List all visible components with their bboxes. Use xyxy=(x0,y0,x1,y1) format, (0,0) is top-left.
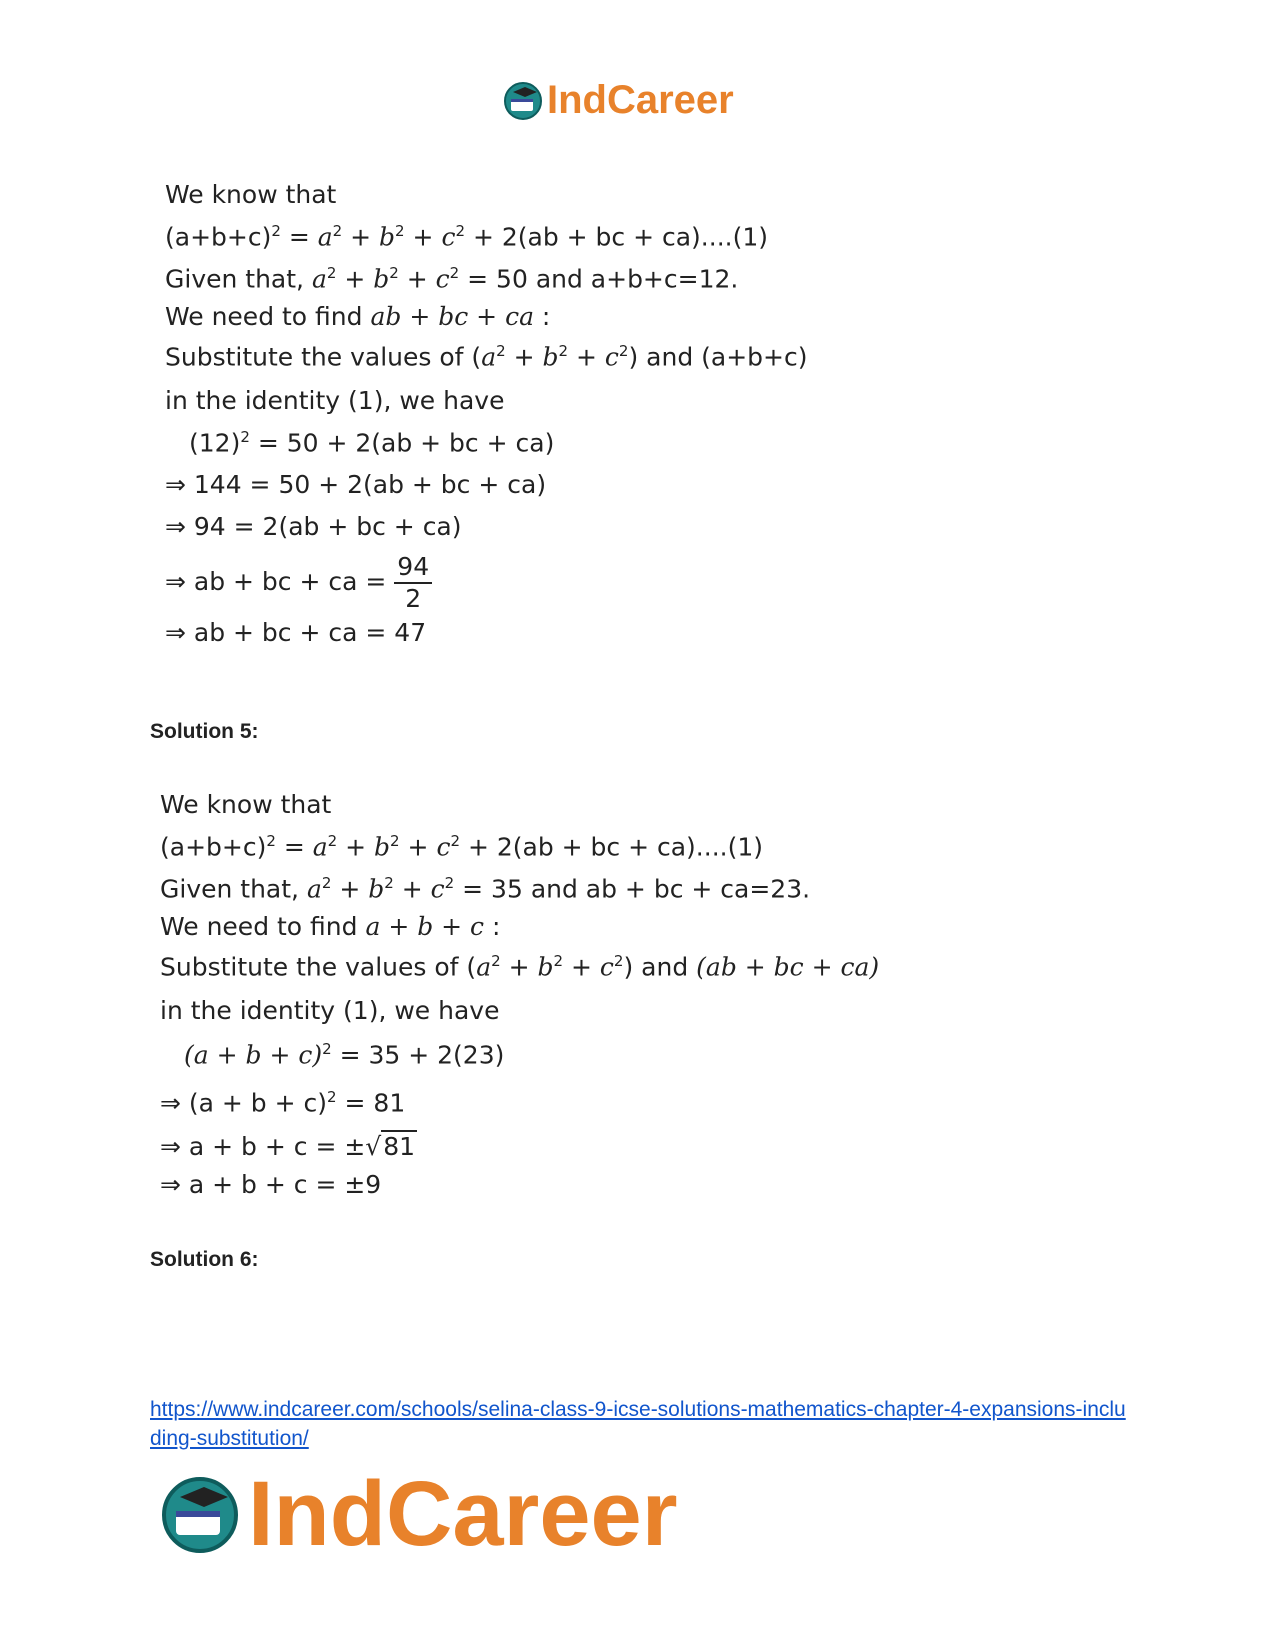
expr: ab + bc + ca xyxy=(370,302,534,331)
expr: = 81 xyxy=(336,1088,406,1118)
exponent: 2 xyxy=(271,222,281,240)
math-line: ⇒ a + b + c = ±9 xyxy=(160,1170,382,1199)
book-globe-icon xyxy=(160,1475,240,1555)
math-line xyxy=(160,1132,417,1161)
math-line: Substitute the values of $(a^2 + b^2 + c^2)$ and (ab + bc + ca) xyxy=(160,952,880,982)
solution-4-working xyxy=(165,180,1065,660)
text: = 50 and a+b+c=12. xyxy=(459,264,739,294)
solution-6-heading: Solution 6: xyxy=(150,1248,259,1271)
math-line xyxy=(160,912,500,941)
equals: = xyxy=(280,222,318,252)
text: Substitute the values of xyxy=(165,342,472,372)
math-line: in the identity (1), we have xyxy=(165,386,505,415)
radicand: 81 xyxy=(383,1132,416,1161)
math-line: ⇒ 94 = 2(ab + bc + ca) xyxy=(165,512,462,541)
math-line: Substitute the values of $(a^2 + b^2 + c^2)$ and (a+b+c) xyxy=(165,342,808,372)
text: Given that, xyxy=(160,874,307,904)
footer-logo xyxy=(160,1462,678,1567)
text: We need to find xyxy=(165,302,371,331)
expr: (12) xyxy=(189,428,241,458)
expr: (a+b+c) xyxy=(165,222,272,252)
math-line: in the identity (1), we have xyxy=(160,996,500,1025)
expr: (a + b + c) xyxy=(184,1040,323,1070)
expr: a + b + c xyxy=(365,912,485,941)
var-a: a xyxy=(317,222,333,252)
expr: (a+b+c) xyxy=(160,832,267,862)
expr: ⇒ (a + b + c) xyxy=(160,1088,328,1118)
text: and xyxy=(633,952,697,982)
var-b: b xyxy=(379,222,396,252)
expr-tail: + 2(ab + bc + ca)....(1) xyxy=(460,832,764,862)
expr: ⇒ ab + bc + ca = xyxy=(165,567,395,596)
solution-5-heading: Solution 5: xyxy=(150,720,259,743)
exponent: 2 xyxy=(322,1040,332,1058)
math-line: $(a+b+c)^2 = a^2 + b^2 + c^2 + 2(ab$ + bc + ca)....(1) xyxy=(160,832,764,862)
source-url-link[interactable]: https://www.indcareer.com/schools/selina-class-9-icse-solutions-mathematics-chapter-4-expansions-including-substitution/ xyxy=(150,1398,1126,1450)
expr: = 50 + 2(ab + bc + ca) xyxy=(249,428,555,458)
fraction xyxy=(394,552,432,614)
solution-5-working xyxy=(160,790,1060,1210)
math-line: Given that, $a^2 + b^2 + c^2 = 35$ and ab + bc + ca=23. xyxy=(160,874,811,904)
text: : xyxy=(533,302,551,331)
text: Given that, xyxy=(165,264,312,294)
text: We need to find xyxy=(160,912,366,941)
text: Substitute the values of xyxy=(160,952,467,982)
header-logo-text: IndCareer xyxy=(547,78,734,122)
denominator: 2 xyxy=(405,584,422,613)
math-line: We know that xyxy=(165,180,337,209)
math-line xyxy=(160,1088,405,1117)
math-line xyxy=(165,552,432,614)
math-line: ⇒ 144 = 50 + 2(ab + bc + ca) xyxy=(165,470,547,499)
exponent: 2 xyxy=(240,428,250,446)
math-line xyxy=(189,428,554,457)
math-line: ⇒ ab + bc + ca = 47 xyxy=(165,618,427,647)
math-line xyxy=(165,302,550,331)
numerator: 94 xyxy=(394,552,432,584)
header-logo xyxy=(503,78,734,123)
text: : xyxy=(484,912,501,941)
expr: ⇒ a + b + c = ±√ xyxy=(160,1132,382,1161)
footer-logo-text: IndCareer xyxy=(248,1463,678,1565)
expr: (ab + bc + ca) xyxy=(696,952,880,982)
book-globe-icon xyxy=(503,81,543,121)
expr-tail: + 2(ab + bc + ca)....(1) xyxy=(465,222,769,252)
exponent: 2 xyxy=(327,1088,337,1106)
math-line xyxy=(184,1040,504,1069)
var-c: c xyxy=(441,222,456,252)
text: and xyxy=(638,342,702,372)
math-line: Given that, $a^2 + b^2 + c^2 = 50$ and a+b+c=12. xyxy=(165,264,739,294)
text: = 35 and ab + bc + ca=23. xyxy=(454,874,811,904)
math-line: $(a+b+c)^2 = a^2 + b^2 + c^2 + 2(ab$ + bc + ca)....(1) xyxy=(165,222,769,252)
expr: (a+b+c) xyxy=(701,342,808,372)
math-line: We know that xyxy=(160,790,332,819)
exponent: 2 xyxy=(266,832,276,850)
expr: = 35 + 2(23) xyxy=(331,1040,505,1070)
